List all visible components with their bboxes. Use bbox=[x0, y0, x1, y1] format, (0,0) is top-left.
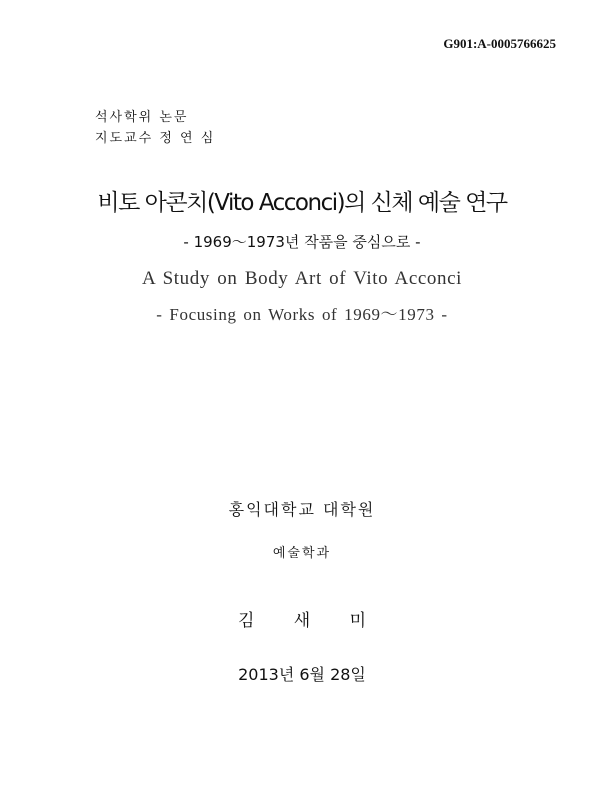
university: 홍익대학교 대학원 bbox=[228, 500, 376, 519]
degree-type: 석사학위 논문 bbox=[95, 110, 189, 125]
department: 예술학과 bbox=[272, 546, 332, 561]
document-id: G901:A-0005766625 bbox=[443, 36, 556, 51]
korean-subtitle: - 1969～1973년 작품을 중심으로 - bbox=[183, 233, 421, 251]
advisor: 지도교수 정 연 심 bbox=[95, 131, 216, 146]
author-name: 김 새 미 bbox=[237, 611, 367, 631]
english-title: A Study on Body Art of Vito Acconci bbox=[141, 268, 463, 289]
english-subtitle: - Focusing on Works of 1969～1973 - bbox=[156, 305, 448, 324]
submission-date: 2013년 6월 28일 bbox=[238, 665, 366, 684]
korean-title: 비토 아콘치(Vito Acconci)의 신체 예술 연구 bbox=[97, 190, 507, 216]
